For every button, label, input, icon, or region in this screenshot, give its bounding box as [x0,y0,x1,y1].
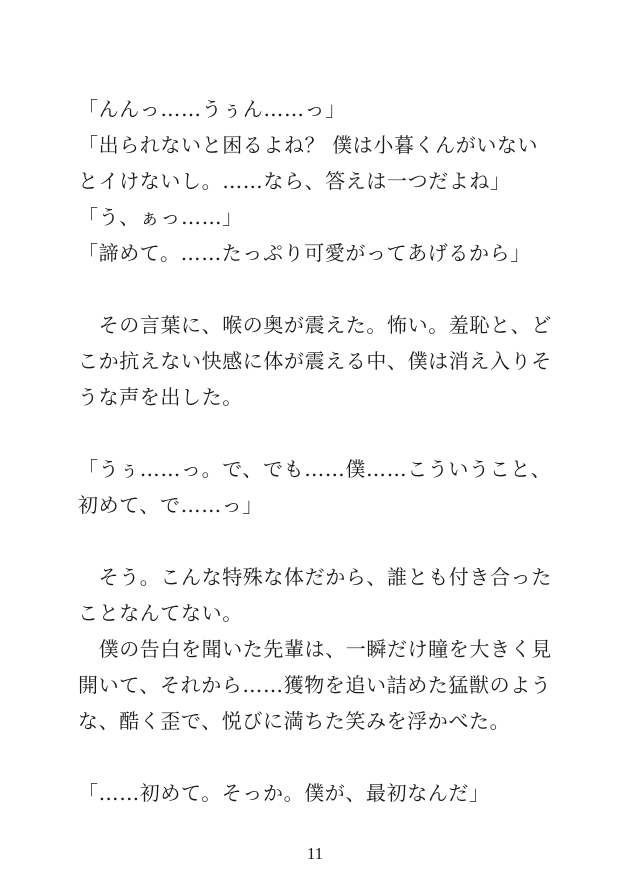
text-line: うな声を出した。 [78,385,243,409]
text-line: ことなんてない。 [78,601,243,625]
text-line: 「んんっ……うぅん……っ」 [78,97,346,121]
text-line: 僕の告白を聞いた先輩は、一瞬だけ瞳を大きく見 [78,637,552,661]
text-line: その言葉に、喉の奥が震えた。怖い。羞恥と、ど [78,313,552,337]
text-line: 「出られないと困るよね？ 僕は小暮くんがいない [78,133,539,157]
text-line: 開いて、それから……獲物を追い詰めた猛獣のよう [78,673,552,697]
text-line: 「う、ぁっ……」 [78,205,243,229]
text-line: こか抗えない快感に体が震える中、僕は消え入りそ [78,349,552,373]
text-line: 「うぅ……っ。で、でも……僕……こういうこと、 [78,457,552,481]
text-line: とイけないし。……なら、答えは一つだよね」 [78,169,511,193]
text-line: 「諦めて。……たっぷり可愛がってあげるから」 [78,241,531,265]
text-line: そう。こんな特殊な体だから、誰とも付き合った [78,565,552,589]
text-line: 「……初めて。そっか。僕が、最初なんだ」 [78,781,490,805]
text-line: な、酷く歪で、悦びに満ちた笑みを浮かべた。 [78,709,511,733]
text-line: 初めて、で……っ」 [78,493,263,517]
page-number: 11 [306,844,324,863]
